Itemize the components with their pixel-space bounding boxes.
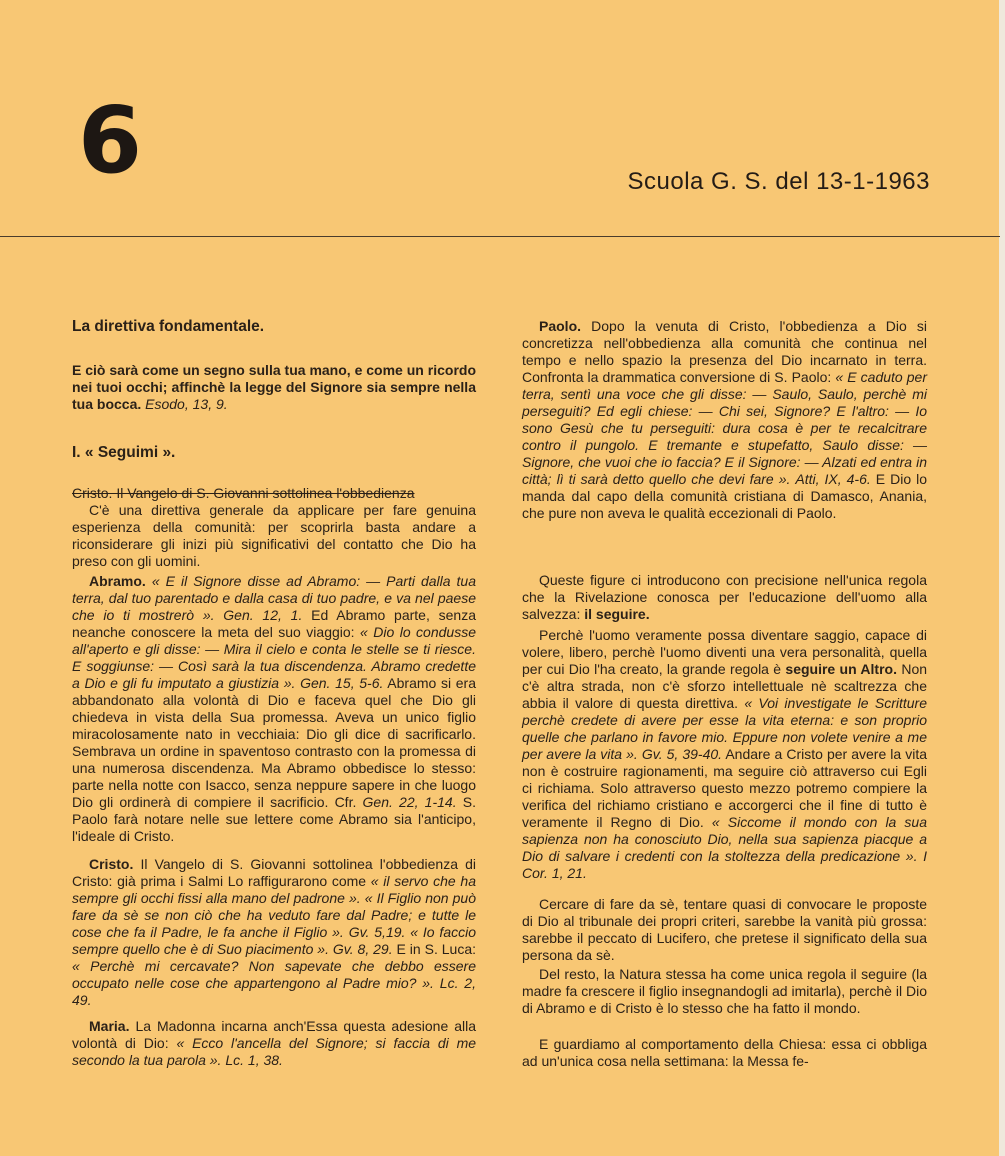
p2-ref-1: Gv. 5, 39-40. <box>641 746 723 762</box>
p1-text: Queste figure ci introducono con precisione nell'unica regola che la Rivelazione conosca per l'educazione dell'uomo alla salvezza: <box>522 572 927 622</box>
intro-paragraph: C'è una direttiva generale da applicare per fare genuina esperienza della comunità: per scoprirla basta andare a riconsiderare gli inizi più significativi del contatto che Dio ha preso con gli uomini. <box>72 502 476 569</box>
p2-bold: seguire un Altro. <box>785 661 897 677</box>
cristo-label: Cristo. <box>89 856 134 872</box>
paolo-ref-1: Atti, IX, 4-6. <box>795 471 871 487</box>
struck-line: Cristo. Il Vangelo di S. Giovanni sottolinea l'obbedienza <box>72 485 415 501</box>
cristo-text-1: Il Vangelo di S. Giovanni sottolinea l'obbedienza di Cristo: già prima i Salmi Lo raffigurarono come <box>72 856 476 889</box>
paragraph-natura: Del resto, la Natura stessa ha come unica regola il seguire (la madre fa crescere il figlio insegnandogli ad imitarla), perchè il Dio di Abramo e di Cristo è lo stesso che ha fatto il mondo. <box>522 966 927 1016</box>
cristo-ref-3: Lc. 2, 49. <box>72 975 476 1008</box>
p2-text-1: Perchè l'uomo veramente possa diventare saggio, capace di volere, libero, perchè l'uomo diventi una vera personalità, quella per cui Dio l'ha creato, la grande regola è <box>522 627 927 677</box>
cristo-quote-1: « il servo che ha sempre gli occhi fissi alla mano del padrone ». « Il Figlio non può fare da sè se non ciò che ha veduto fare dal Padre; e tutte le cose che fa il Padre, le fa anche il Figlio ». <box>72 873 476 940</box>
header-title: Scuola G. S. del 13-1-1963 <box>627 168 930 195</box>
abramo-text-3: S. Paolo farà notare nelle sue lettere come Abramo sia l'anticipo, l'ideale di Cristo. <box>72 794 476 844</box>
paragraph-altro <box>522 627 927 882</box>
abramo-label: Abramo. <box>89 573 146 589</box>
maria-paragraph <box>72 1018 476 1069</box>
paragraph-chiesa: E guardiamo al comportamento della Chiesa: essa ci obbliga ad un'unica cosa nella settimana: la Messa fe- <box>522 1036 927 1069</box>
paolo-label: Paolo. <box>539 318 582 334</box>
p2-text-3: Andare a Cristo per avere la vita non è costruire ragionamenti, ma seguire ciò attraverso cui Egli ci richiama. Solo attraverso questo mezzo potremo compiere la verifica del richiamo cristiano e accorgerci che il fine di tutto è veramente il Regno di Dio. <box>522 746 928 830</box>
epigraph <box>72 362 476 413</box>
chapter-number: 6 <box>78 87 143 194</box>
cristo-ref-2: Gv. 8, 29. <box>332 941 393 957</box>
p2-quote-2: « Siccome il mondo con la sua sapienza non ha conosciuto Dio, nella sua sapienza piacque a Dio di salvare i credenti con la stoltezza della predicazione ». <box>522 814 928 864</box>
p2-text-2: Non c'è altra strada, non c'è sforzo intellettuale nè scaltrezza che abbia il valore di questa direttiva. <box>522 661 928 711</box>
cristo-quote-2: « Io faccio sempre quello che è di Suo piacimento ». <box>72 924 477 957</box>
p2-quote-1: « Voi investigate le Scritture perchè credete di avere per esse la vita eterna: e son proprio quelle che parlano in favore mio. Eppure non volete venire a me per avere la vita ». <box>522 695 927 762</box>
paragraph-seguire <box>522 572 927 623</box>
maria-quote-1: « Ecco l'ancella del Signore; si faccia di me secondo la tua parola ». <box>72 1035 477 1068</box>
abramo-ref-3: Gen. 22, 1-14. <box>362 794 457 810</box>
maria-text-1: La Madonna incarna anch'Essa questa adesione alla volontà di Dio: <box>72 1018 477 1051</box>
intro-block <box>72 485 476 570</box>
cristo-quote-3: « Perchè mi cercavate? Non sapevate che debbo essere occupato nelle cose che appartengono al Padre mio? ». <box>72 958 476 991</box>
p1-bold: il seguire. <box>584 606 650 622</box>
epigraph-ref: Esodo, 13, 9. <box>145 396 228 412</box>
paolo-paragraph <box>522 318 927 522</box>
abramo-text-2: Abramo si era abbandonato alla volontà di Dio e faceva quel che Dio gli chiedeva in vista della Sua promessa. Aveva un unico figlio miracolosamente nato in vecchiaia: Dio gli dice di sacrificarlo. Sembrava un ordine in spaventoso contrasto con la promessa di una numerosa discendenza. Ma Abramo obbedisce lo stesso: parte nella notte con Isacco, senza neppure sapere in che luogo Dio gli ordinerà di compiere il sacrificio. Cfr. <box>72 675 477 810</box>
paolo-text-2: E Dio lo manda dal capo della comunità cristiana di Damasco, Anania, che pure non aveva le qualità eccezionali di Paolo. <box>522 471 928 521</box>
abramo-quote-2: « Dio lo condusse all'aperto e gli disse: — Mira il cielo e conta le stelle se ti riesce. E soggiunse: — Così sarà la tua discendenza. Abramo credette a Dio e gli fu imputato a giustizia ». <box>72 624 476 691</box>
paolo-text-1: Dopo la venuta di Cristo, l'obbedienza a Dio si concretizza nell'obbedienza alla comunità che continua nel tempo e nello spazio la presenza del Dio incarnato in terra. Confronta la drammatica conversione di S. Paolo: <box>522 318 928 385</box>
cristo-ref-1: Gv. 5,19. <box>348 924 406 940</box>
paolo-quote-1: « E caduto per terra, sentì una voce che gli disse: — Saulo, Saulo, perchè mi perseguiti? Ed egli chiese: — Chi sei, Signore? E l'altro: — Io sono Gesù che tu perseguiti: dura cosa è per te recalcitrare contro il pungolo. E tremante e stupefatto, Saulo disse: — Signore, che vuoi che io faccia? E il Signore: — Alzati ed entra in città; lì ti sarà detto quello che devi fare ». <box>522 369 927 487</box>
header-divider <box>0 236 1000 237</box>
abramo-ref-1: Gen. 12, 1. <box>223 607 303 623</box>
section-title: I. « Seguimi ». <box>72 444 176 461</box>
cristo-text-2: E in S. Luca: <box>396 941 476 957</box>
epigraph-text: E ciò sarà come un segno sulla tua mano, e come un ricordo nei tuoi occhi; affinchè la legge del Signore sia sempre nella tua bocca. <box>72 362 476 412</box>
maria-label: Maria. <box>89 1018 130 1034</box>
p2-ref-2: I Cor. 1, 21. <box>522 848 927 881</box>
section-heading: La direttiva fondamentale. <box>72 318 265 335</box>
abramo-ref-2: Gen. 15, 5-6. <box>300 675 384 691</box>
cristo-paragraph <box>72 856 476 1009</box>
abramo-quote-1: « E il Signore disse ad Abramo: — Parti dalla tua terra, dal tuo parentado e dalla casa di tuo padre, e va nel paese che io ti mostrerò ». <box>72 573 477 623</box>
abramo-paragraph <box>72 573 476 845</box>
abramo-text-1: Ed Abramo parte, senza neanche conoscere la meta del suo viaggio: <box>72 607 476 640</box>
page-edge <box>999 0 1005 1156</box>
paragraph-vanita: Cercare di fare da sè, tentare quasi di convocare le proposte di Dio al tribunale dei propri criteri, sarebbe la vanità più grossa: sarebbe il peccato di Lucifero, che pretese il significato della sua persona da sè. <box>522 896 927 963</box>
maria-ref-1: Lc. 1, 38. <box>225 1052 283 1068</box>
